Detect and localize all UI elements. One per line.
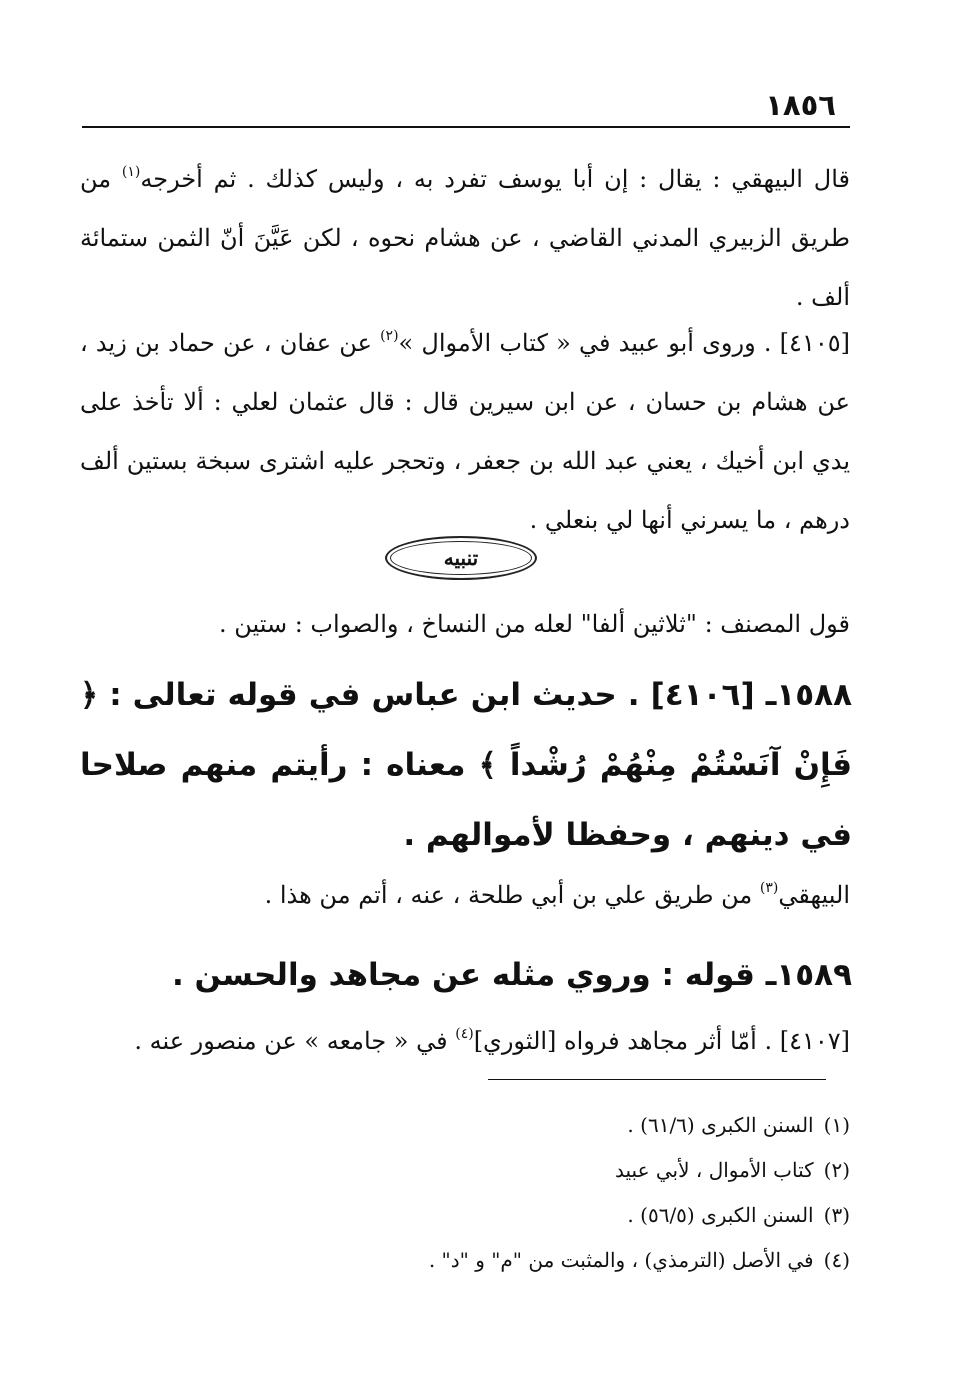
footnote-separator xyxy=(488,1079,826,1080)
footnote-ref-1: (١) xyxy=(121,164,141,180)
footnote-number: (٣) xyxy=(823,1203,850,1227)
paragraph-bayhaqi-source xyxy=(80,866,850,925)
notice-badge xyxy=(385,536,537,580)
footnote-number: (١) xyxy=(823,1113,850,1137)
paragraph-text: من طريق علي بن أبي طلحة ، عنه ، أتم من هذا . xyxy=(264,881,760,909)
paragraph-text: [٤١٠٥] . وروى أبو عبيد في « كتاب الأموال » xyxy=(398,329,850,357)
paragraph-text: البيهقي xyxy=(778,881,850,909)
footnote-text: في الأصل (الترمذي) ، والمثبت من "م" و "د" . xyxy=(428,1248,814,1272)
notice-badge-label: تنبيه xyxy=(443,546,479,570)
paragraph-text: [٤١٠٧] . أمّا أثر مجاهد فرواه [الثوري] xyxy=(473,1027,850,1055)
entry-heading-1588: ١٥٨٨ـ [٤١٠٦] . حديث ابن عباس في قوله تعالى : ﴿ فَإِنْ آنَسْتُمْ مِنْهُمْ رُشْداً ﴾ معناه : رأيتم منهم صلاحا في دينهم ، وحفظا لأموالهم . xyxy=(80,677,852,853)
footnote-item xyxy=(250,1193,850,1238)
footnote-ref-3: (٣) xyxy=(759,880,779,896)
footnote-item xyxy=(250,1238,850,1283)
page-number: ١٨٥٦ xyxy=(765,88,836,122)
entry-heading-1589: ١٥٨٩ـ قوله : وروي مثله عن مجاهد والحسن . xyxy=(171,957,852,993)
paragraph-notice: قول المصنف : "ثلاثين ألفا" لعله من النساخ ، والصواب : ستين . xyxy=(218,610,850,638)
footnote-number: (٤) xyxy=(823,1248,850,1272)
footnote-number: (٢) xyxy=(823,1158,850,1182)
footnote-text: السنن الكبرى (٦١/٦) . xyxy=(627,1113,814,1137)
footnote-text: كتاب الأموال ، لأبي عبيد xyxy=(615,1158,814,1182)
footnote-item xyxy=(250,1148,850,1193)
footnote-item xyxy=(250,1103,850,1148)
paragraph-abu-ubayd xyxy=(80,314,850,550)
paragraph-mujahid xyxy=(80,1012,850,1071)
paragraph-text: في « جامعه » عن منصور عنه . xyxy=(134,1027,456,1055)
header-rule xyxy=(82,126,850,128)
paragraph-bayhaqi xyxy=(80,150,850,327)
footnotes-list xyxy=(250,1103,850,1283)
footnote-text: السنن الكبرى (٥٦/٥) . xyxy=(627,1203,814,1227)
paragraph-text: عن عفان ، عن حماد بن زيد ، عن هشام بن حسان ، عن ابن سيرين قال : قال عثمان لعلي : ألا تأخذ على يدي ابن أخيك ، يعني عبد الله بن جعفر ، وتحجر عليه اشترى سبخة بستين ألف درهم ، ما يسرني أنها لي بنعلي . xyxy=(80,329,851,534)
paragraph-text: من طريق الزبيري المدني القاضي ، عن هشام نحوه ، لكن عَيَّنَ أنّ الثمن ستمائة ألف . xyxy=(80,165,850,311)
footnote-ref-2: (٢) xyxy=(380,328,399,344)
footnote-ref-4: (٤) xyxy=(455,1026,474,1042)
paragraph-text: قال البيهقي : يقال : إن أبا يوسف تفرد به ، وليس كذلك . ثم أخرجه xyxy=(140,165,850,193)
